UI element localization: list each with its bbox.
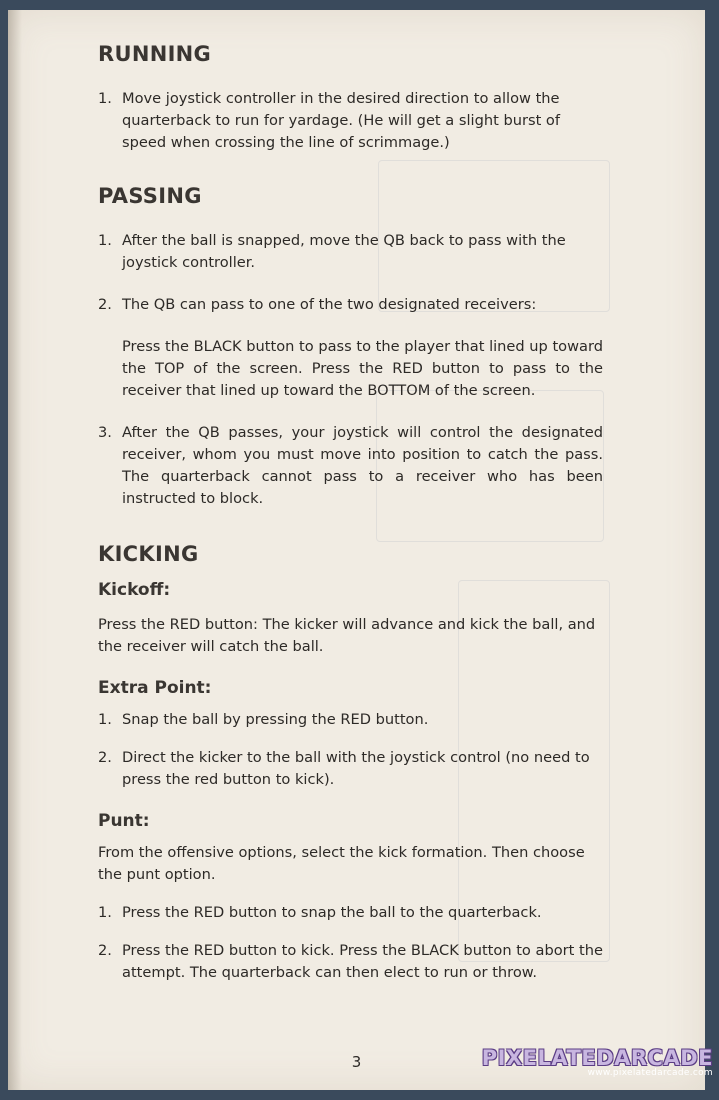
manual-page bbox=[8, 10, 705, 1090]
passing-item-1-text: After the ball is snapped, move the QB back to pass with the joystick controller. bbox=[122, 232, 566, 271]
punt-item-1 bbox=[98, 902, 603, 924]
running-item-1-number: 1. bbox=[98, 90, 112, 107]
extra-point-item-2-text: Direct the kicker to the ball with the joystick control (no need to press the red button to kick). bbox=[122, 749, 590, 788]
extra-point-item-1-text: Snap the ball by pressing the RED button. bbox=[122, 711, 429, 728]
manual-text bbox=[98, 40, 603, 984]
watermark bbox=[482, 1046, 713, 1078]
passing-item-3-number: 3. bbox=[98, 424, 112, 441]
running-heading: RUNNING bbox=[98, 42, 212, 66]
punt-item-2-number: 2. bbox=[98, 942, 112, 959]
running-item-1 bbox=[98, 88, 603, 154]
passing-item-2-text: The QB can pass to one of the two designated receivers: bbox=[122, 296, 537, 313]
watermark-url: www.pixelatedarcade.com bbox=[587, 1068, 713, 1078]
passing-item-2-detail: Press the BLACK button to pass to the player that lined up toward the TOP of the screen. Press the RED button to pass to the receiver that lined up toward the BOTTOM of the screen. bbox=[122, 338, 603, 399]
kickoff-heading: Kickoff: bbox=[98, 580, 171, 600]
passing-item-1 bbox=[98, 230, 603, 274]
punt-item-2-text: Press the RED button to kick. Press the BLACK button to abort the attempt. The quarterback can then elect to run or throw. bbox=[122, 942, 603, 981]
passing-item-2 bbox=[98, 294, 603, 316]
passing-heading: PASSING bbox=[98, 184, 202, 208]
extra-point-item-2 bbox=[98, 747, 603, 791]
passing-item-3-text: After the QB passes, your joystick will control the designated receiver, whom you must move into position to catch the pass. The quarterback cannot pass to a receiver who has been instructed to block. bbox=[122, 424, 603, 507]
kickoff-text: Press the RED button: The kicker will advance and kick the ball, and the receiver will catch the ball. bbox=[98, 616, 596, 655]
kicking-heading: KICKING bbox=[98, 542, 199, 566]
extra-point-item-2-number: 2. bbox=[98, 749, 112, 766]
punt-heading: Punt: bbox=[98, 811, 150, 831]
running-item-1-text: Move joystick controller in the desired direction to allow the quarterback to run for yardage. (He will get a slight burst of speed when crossing the line of scrimmage.) bbox=[122, 90, 560, 151]
extra-point-heading: Extra Point: bbox=[98, 678, 212, 698]
passing-item-3 bbox=[98, 422, 603, 510]
punt-item-1-number: 1. bbox=[98, 904, 112, 921]
passing-item-2-number: 2. bbox=[98, 296, 112, 313]
page-number: 3 bbox=[351, 1053, 362, 1071]
passing-item-1-number: 1. bbox=[98, 232, 112, 249]
extra-point-item-1-number: 1. bbox=[98, 711, 112, 728]
extra-point-item-1 bbox=[98, 709, 603, 731]
punt-item-2 bbox=[98, 940, 603, 984]
page-spine-shadow bbox=[8, 10, 22, 1090]
punt-intro: From the offensive options, select the kick formation. Then choose the punt option. bbox=[98, 844, 585, 883]
watermark-brand: PIXELATEDARCADE bbox=[481, 1046, 713, 1070]
punt-item-1-text: Press the RED button to snap the ball to the quarterback. bbox=[122, 904, 542, 921]
